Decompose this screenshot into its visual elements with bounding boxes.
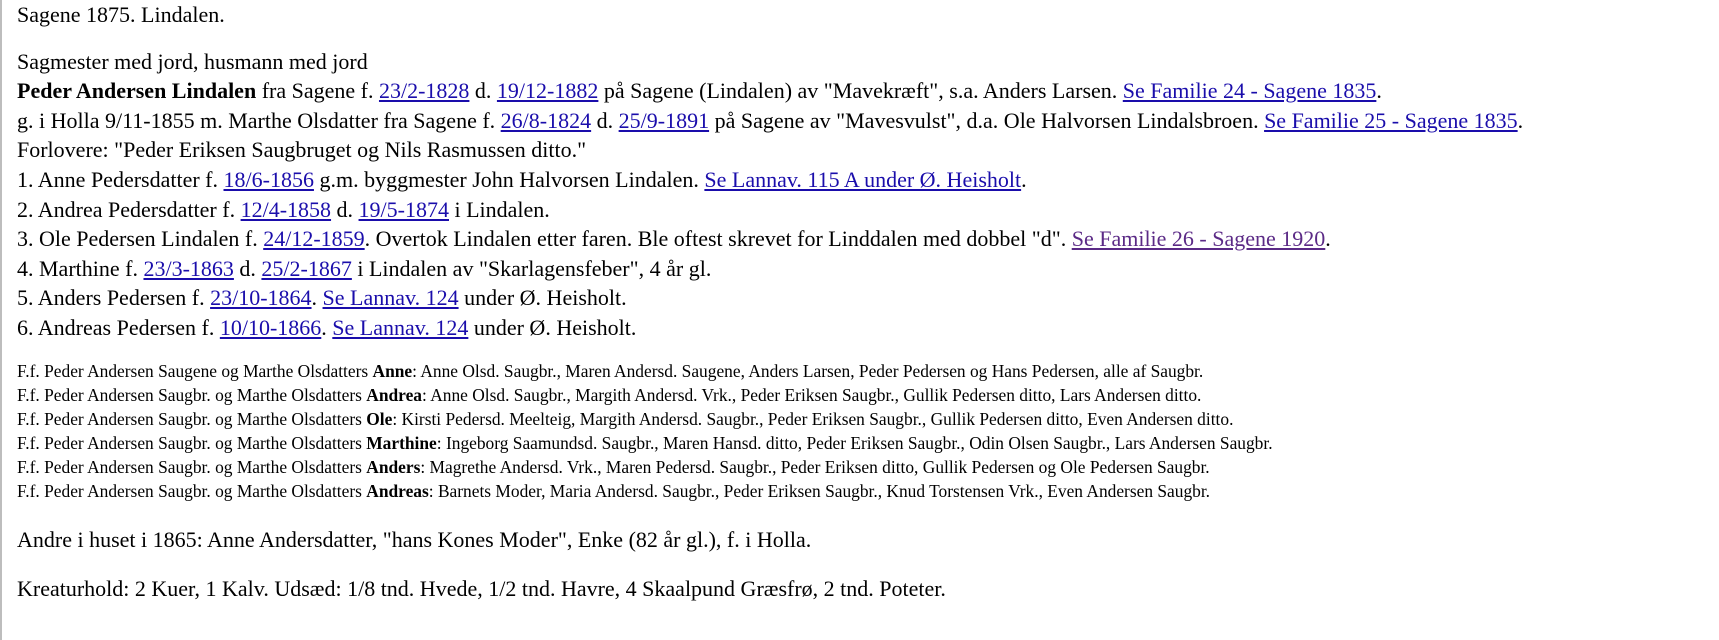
godparents-list: : Barnets Moder, Maria Andersd. Saugbr., Peder Eriksen Saugbr., Knud Torstensen Vrk., Even Andersen Saugbr. <box>428 480 1211 501</box>
mother-birth-link[interactable]: 26/8-1824 <box>500 107 592 133</box>
livestock-info: Kreaturhold: 2 Kuer, 1 Kalv. Udsæd: 1/8 tnd. Hvede, 1/2 tnd. Havre, 4 Skaalpund Græsfrø, 2 tnd. Poteter. <box>17 576 946 602</box>
godparents-row <box>17 359 1719 383</box>
family-block <box>17 47 1719 343</box>
godparents-prefix: F.f. Peder Andersen Saugbr. og Marthe Olsdatters <box>17 384 367 405</box>
child-reference-link[interactable]: Se Lannav. 124 <box>322 285 459 311</box>
godparents-list: : Anne Olsd. Saugbr., Maren Andersd. Saugene, Anders Larsen, Peder Pedersen og Hans Pedersen, alle af Saugbr. <box>412 360 1204 381</box>
child-row-2 <box>17 195 1719 225</box>
godparents-prefix: F.f. Peder Andersen Saugene og Marthe Olsdatters <box>17 360 373 381</box>
child-text: 4. Marthine f. <box>17 255 144 281</box>
child-birth-link[interactable]: 10/10-1866 <box>219 314 322 340</box>
child-text: under Ø. Heisholt. <box>468 314 637 340</box>
godparents-row <box>17 479 1719 503</box>
child-text: 3. Ole Pedersen Lindalen f. <box>17 226 264 252</box>
marriage-text: g. i Holla 9/11-1855 m. Marthe Olsdatter fra Sagene f. <box>17 107 501 133</box>
child-text: 1. Anne Pedersdatter f. <box>17 166 224 192</box>
marriage-text: på Sagene av "Mavesvulst", d.a. Ole Halvorsen Lindalsbroen. <box>709 107 1265 133</box>
child-text: d. <box>233 255 262 281</box>
child-text: i Lindalen. <box>449 196 550 222</box>
occupation: Sagmester med jord, husmann med jord <box>17 48 368 74</box>
child-row-1 <box>17 165 1719 195</box>
godparents-row <box>17 407 1719 431</box>
father-text: fra Sagene f. <box>256 78 379 104</box>
godparents-row <box>17 431 1719 455</box>
godparents-prefix: F.f. Peder Andersen Saugbr. og Marthe Olsdatters <box>17 408 367 429</box>
child-text: g.m. byggmester John Halvorsen Lindalen. <box>313 166 705 192</box>
godparents-child-name: Anders <box>366 456 421 477</box>
godparents-child-name: Andreas <box>366 480 429 501</box>
document-page <box>2 0 1719 604</box>
child-text: 2. Andrea Pedersdatter f. <box>17 196 241 222</box>
father-text: d. <box>469 78 497 104</box>
child-birth-link[interactable]: 12/4-1858 <box>240 196 332 222</box>
child-death-link[interactable]: 19/5-1874 <box>358 196 449 222</box>
child-birth-link[interactable]: 23/3-1863 <box>143 255 234 281</box>
child-row-5 <box>17 283 1719 313</box>
godparents-prefix: F.f. Peder Andersen Saugbr. og Marthe Olsdatters <box>17 456 367 477</box>
child-text: 6. Andreas Pedersen f. <box>17 314 220 340</box>
child-text: . <box>321 314 333 340</box>
child-death-link[interactable]: 25/2-1867 <box>261 255 352 281</box>
child-reference-link[interactable]: Se Lannav. 115 A under Ø. Heisholt <box>704 166 1022 192</box>
father-line <box>17 76 1719 106</box>
mother-death-link[interactable]: 25/9-1891 <box>618 107 710 133</box>
godparents-row <box>17 383 1719 407</box>
godparents-child-name: Anne <box>372 360 413 381</box>
child-text: i Lindalen av "Skarlagensfeber", 4 år gl. <box>351 255 712 281</box>
child-text: . <box>311 285 323 311</box>
child-reference-link[interactable]: Se Lannav. 124 <box>332 314 469 340</box>
child-text: under Ø. Heisholt. <box>458 285 627 311</box>
father-name: Peder Andersen Lindalen <box>17 78 257 104</box>
godparents-list: : Anne Olsd. Saugbr., Margith Andersd. Vrk., Peder Eriksen Saugbr., Gullik Pedersen ditto, Lars Andersen ditto. <box>422 384 1202 405</box>
godparents-prefix: F.f. Peder Andersen Saugbr. og Marthe Olsdatters <box>17 480 367 501</box>
marriage-text: . <box>1517 107 1524 133</box>
child-row-3 <box>17 224 1719 254</box>
mother-family-link[interactable]: Se Familie 25 - Sagene 1835 <box>1264 107 1518 133</box>
other-household-members: Andre i huset i 1865: Anne Andersdatter, "hans Kones Moder", Enke (82 år gl.), f. i Holla. <box>17 526 812 552</box>
child-row-6 <box>17 313 1719 343</box>
child-row-4 <box>17 254 1719 284</box>
godparents-list: : Kirsti Pedersd. Meelteig, Margith Andersd. Saugbr., Peder Eriksen Saugbr., Gullik Pedersen ditto, Even Andersen ditto. <box>392 408 1234 429</box>
child-text: . <box>1021 166 1027 192</box>
father-death-link[interactable]: 19/12-1882 <box>496 78 599 104</box>
marriage-text: d. <box>591 107 619 133</box>
father-text: på Sagene (Lindalen) av "Mavekræft", s.a. Anders Larsen. <box>598 78 1123 104</box>
witnesses-line: Forlovere: "Peder Eriksen Saugbruget og Nils Rasmussen ditto." <box>17 137 587 163</box>
child-text: d. <box>331 196 359 222</box>
godparents-row <box>17 455 1719 479</box>
father-family-link[interactable]: Se Familie 24 - Sagene 1835 <box>1122 78 1377 104</box>
page-title: Sagene 1875. Lindalen. <box>17 2 225 27</box>
godparents-prefix: F.f. Peder Andersen Saugbr. og Marthe Olsdatters <box>17 432 367 453</box>
child-birth-link[interactable]: 24/12-1859 <box>263 226 365 252</box>
father-text: . <box>1376 78 1382 104</box>
child-birth-link[interactable]: 23/10-1864 <box>210 285 312 311</box>
godparents-child-name: Ole <box>366 408 393 429</box>
child-birth-link[interactable]: 18/6-1856 <box>223 166 314 192</box>
godparents-child-name: Marthine <box>366 432 437 453</box>
godparents-section <box>17 359 1719 503</box>
godparents-child-name: Andrea <box>366 384 422 405</box>
child-text: . <box>1325 226 1331 252</box>
marriage-line <box>17 106 1719 136</box>
father-birth-link[interactable]: 23/2-1828 <box>378 78 470 104</box>
godparents-list: : Magrethe Andersd. Vrk., Maren Pedersd. Saugbr., Peder Eriksen ditto, Gullik Pedersen og Ole Pedersen Saugbr. <box>420 456 1210 477</box>
child-family-link[interactable]: Se Familie 26 - Sagene 1920 <box>1071 226 1326 252</box>
child-text: 5. Anders Pedersen f. <box>17 285 211 311</box>
child-text: . Overtok Lindalen etter faren. Ble oftest skrevet for Linddalen med dobbel "d". <box>364 226 1072 252</box>
godparents-list: : Ingeborg Saamundsd. Saugbr., Maren Hansd. ditto, Peder Eriksen Saugbr., Odin Olsen Saugbr., Lars Andersen Saugbr. <box>436 432 1273 453</box>
